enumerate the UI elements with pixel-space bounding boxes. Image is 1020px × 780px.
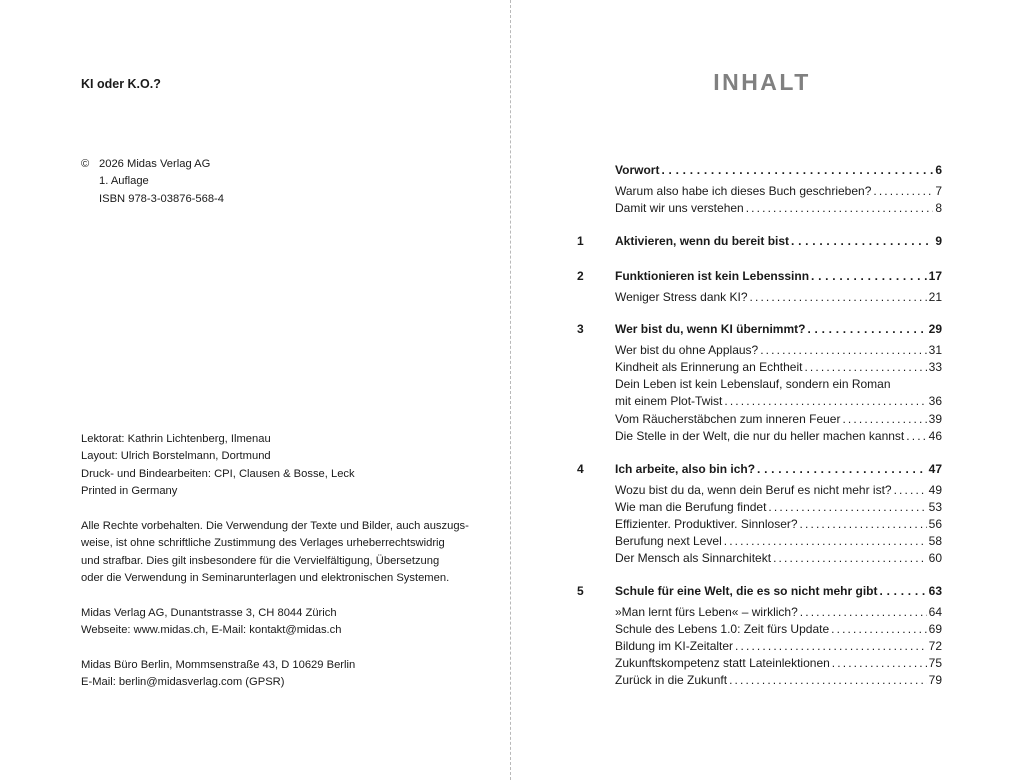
- toc-entry-title: Wer bist du ohne Applaus?: [615, 343, 759, 357]
- toc-entry-title: Der Mensch als Sinnarchitekt: [615, 551, 772, 565]
- dot-leader: [800, 604, 927, 621]
- toc-page-number: 60: [928, 551, 942, 565]
- chapter-number: 2: [577, 269, 584, 283]
- toc-section-entry[interactable]: [615, 183, 942, 200]
- address-line: Midas Büro Berlin, Mommsenstraße 43, D 10629 Berlin: [81, 659, 356, 671]
- toc-entry-title: Schule für eine Welt, die es so nicht mehr gibt: [615, 584, 878, 598]
- copyright-symbol: ©: [81, 158, 90, 170]
- toc-entry-title: Berufung next Level: [615, 534, 722, 548]
- toc-chapter-entry[interactable]: [577, 268, 942, 285]
- toc-entry-continued: Dein Leben ist kein Lebenslauf, sondern ein Roman: [615, 377, 891, 391]
- toc-entry-title: Zurück in die Zukunft: [615, 673, 728, 687]
- toc-page-number: 31: [928, 343, 942, 357]
- dot-leader: [832, 655, 927, 672]
- imprint-block: [81, 156, 224, 208]
- dot-leader: [873, 183, 933, 200]
- toc-entry-title: Wer bist du, wenn KI übernimmt?: [615, 322, 806, 336]
- toc-heading: INHALT: [713, 69, 811, 95]
- dot-leader: [746, 200, 934, 217]
- toc-section-entry[interactable]: [615, 550, 942, 567]
- toc-page-number: 49: [928, 483, 942, 497]
- toc-page-number: 69: [928, 622, 942, 636]
- toc-page-number: 56: [928, 517, 942, 531]
- toc-page-number: 36: [928, 394, 942, 408]
- dot-leader: [804, 359, 926, 376]
- dot-leader: [811, 268, 927, 285]
- toc-page-number: 17: [928, 269, 942, 283]
- credit-line: Druck- und Bindearbeiten: CPI, Clausen & Bosse, Leck: [81, 467, 355, 480]
- toc-page-number: 63: [928, 584, 942, 598]
- toc-entry-title: Aktivieren, wenn du bereit bist: [615, 234, 790, 248]
- chapter-number: 1: [577, 234, 584, 248]
- toc-entry-title: Die Stelle in der Welt, die nur du heller machen kannst: [615, 429, 905, 443]
- toc-page-number: 39: [928, 412, 942, 426]
- toc-page-number: 75: [928, 656, 942, 670]
- toc-section-entry[interactable]: [615, 499, 942, 516]
- toc-page-number: 64: [928, 605, 942, 619]
- toc-section-entry[interactable]: [615, 200, 942, 217]
- toc-section-entry[interactable]: [615, 655, 942, 672]
- isbn-text: ISBN 978-3-03876-568-4: [99, 192, 225, 205]
- dot-leader: [757, 461, 927, 478]
- chapter-number: 3: [577, 322, 584, 336]
- dot-leader: [791, 233, 933, 250]
- chapter-number: 5: [577, 584, 584, 598]
- toc-entry-title: Ich arbeite, also bin ich?: [615, 462, 756, 476]
- toc-chapter-entry[interactable]: [577, 321, 942, 338]
- toc-section-entry[interactable]: [615, 342, 942, 359]
- credits-block: [81, 431, 355, 500]
- toc-entry-title: »Man lernt fürs Leben« – wirklich?: [615, 605, 798, 619]
- toc-entry-title: Kindheit als Erinnerung an Echtheit: [615, 360, 803, 374]
- dot-leader: [807, 321, 926, 338]
- dot-leader: [729, 672, 927, 689]
- toc-page-number: 6: [935, 163, 942, 177]
- rights-line: oder die Verwendung in Seminarunterlagen und elektronischen Systemen.: [81, 571, 450, 584]
- toc-entry-title: Funktionieren ist kein Lebenssinn: [615, 269, 810, 283]
- toc-page-number: 47: [928, 462, 942, 476]
- toc-page-number: 9: [935, 234, 942, 248]
- toc-section-entry[interactable]: [615, 604, 942, 621]
- dot-leader: [661, 162, 933, 179]
- toc-section-entry[interactable]: [615, 638, 942, 655]
- toc-page-number: 33: [928, 360, 942, 374]
- toc-section-entry[interactable]: [615, 289, 942, 306]
- toc-chapter-entry[interactable]: [615, 162, 942, 179]
- toc-page-number: 72: [928, 639, 942, 653]
- dot-leader: [750, 289, 927, 306]
- imprint-line: [81, 173, 224, 190]
- toc-entry-title: Bildung im KI-Zeitalter: [615, 639, 734, 653]
- toc-chapter-entry[interactable]: [577, 233, 942, 250]
- toc-page-number: 53: [928, 500, 942, 514]
- toc-section-entry[interactable]: [615, 482, 942, 499]
- dot-leader: [768, 499, 926, 516]
- rights-line: Alle Rechte vorbehalten. Die Verwendung der Texte und Bilder, auch auszugs-: [81, 520, 469, 532]
- toc-entry-title: Wie man die Berufung findet: [615, 500, 767, 514]
- dot-leader: [894, 482, 927, 499]
- toc-entry-title: Weniger Stress dank KI?: [615, 290, 748, 304]
- toc-entry-title: Warum also habe ich dieses Buch geschrieben?: [615, 184, 872, 198]
- toc-page-number: 21: [928, 290, 942, 304]
- credit-line: Printed in Germany: [81, 484, 178, 497]
- imprint-text: 2026 Midas Verlag AG: [99, 158, 211, 170]
- berlin-office-address: [81, 657, 355, 692]
- toc-section-entry[interactable]: [615, 672, 942, 689]
- toc-entry-title: Vom Räucherstäbchen zum inneren Feuer: [615, 412, 841, 426]
- toc-entry-title: Wozu bist du da, wenn dein Beruf es nicht mehr ist?: [615, 483, 892, 497]
- toc-chapter-entry[interactable]: [577, 583, 942, 600]
- imprint-line: [81, 156, 224, 173]
- dot-leader: [800, 516, 927, 533]
- dot-leader: [842, 411, 926, 428]
- toc-entry-title: Effizienter. Produktiver. Sinnloser?: [615, 517, 798, 531]
- address-line: Midas Verlag AG, Dunantstrasse 3, CH 8044 Zürich: [81, 607, 337, 619]
- right-page: [512, 0, 1020, 780]
- chapter-number: 4: [577, 462, 584, 476]
- dot-leader: [724, 393, 926, 410]
- address-line: E-Mail: berlin@midasverlag.com (GPSR): [81, 676, 285, 689]
- toc-entry-title: mit einem Plot-Twist: [615, 394, 723, 408]
- address-line: Webseite: www.midas.ch, E-Mail: kontakt@midas.ch: [81, 624, 342, 637]
- toc-entry-title: Schule des Lebens 1.0: Zeit fürs Update: [615, 622, 830, 636]
- toc-section-entry[interactable]: [615, 359, 942, 376]
- dot-leader: [831, 621, 927, 638]
- credit-line: Lektorat: Kathrin Lichtenberg, Ilmenau: [81, 433, 271, 445]
- publisher-address: [81, 605, 341, 640]
- rights-notice: [81, 518, 469, 587]
- page-gutter: [510, 0, 511, 780]
- toc-page-number: 46: [928, 429, 942, 443]
- rights-line: weise, ist ohne schriftliche Zustimmung des Verlages urheberrechtswidrig: [81, 537, 445, 550]
- dot-leader: [880, 583, 927, 600]
- rights-line: und strafbar. Dies gilt insbesondere für die Vervielfältigung, Übersetzung: [81, 554, 440, 567]
- toc-chapter-entry[interactable]: [577, 461, 942, 478]
- toc-entry-title: Vorwort: [615, 163, 660, 177]
- toc-entry-title: Damit wir uns verstehen: [615, 201, 744, 215]
- toc-page-number: 79: [928, 673, 942, 687]
- dot-leader: [735, 638, 927, 655]
- toc-page-number: 29: [928, 322, 942, 336]
- credit-line: Layout: Ulrich Borstelmann, Dortmund: [81, 450, 271, 463]
- imprint-line: [81, 191, 224, 208]
- toc-section-entry[interactable]: [615, 516, 942, 533]
- imprint-text: 1. Auflage: [99, 175, 149, 188]
- dot-leader: [906, 428, 926, 445]
- toc-section-entry[interactable]: [615, 533, 942, 550]
- book-title: KI oder K.O.?: [81, 77, 161, 91]
- toc-section-entry[interactable]: [615, 428, 942, 445]
- toc-page-number: 58: [928, 534, 942, 548]
- dot-leader: [773, 550, 927, 567]
- toc-section-entry[interactable]: [615, 411, 942, 428]
- toc-section-entry[interactable]: [615, 393, 942, 410]
- toc-section-entry[interactable]: [615, 621, 942, 638]
- toc-page-number: 7: [935, 184, 942, 198]
- toc-page-number: 8: [935, 201, 942, 215]
- dot-leader: [760, 342, 926, 359]
- toc-entry-title: Zukunftskompetenz statt Lateinlektionen: [615, 656, 830, 670]
- dot-leader: [724, 533, 927, 550]
